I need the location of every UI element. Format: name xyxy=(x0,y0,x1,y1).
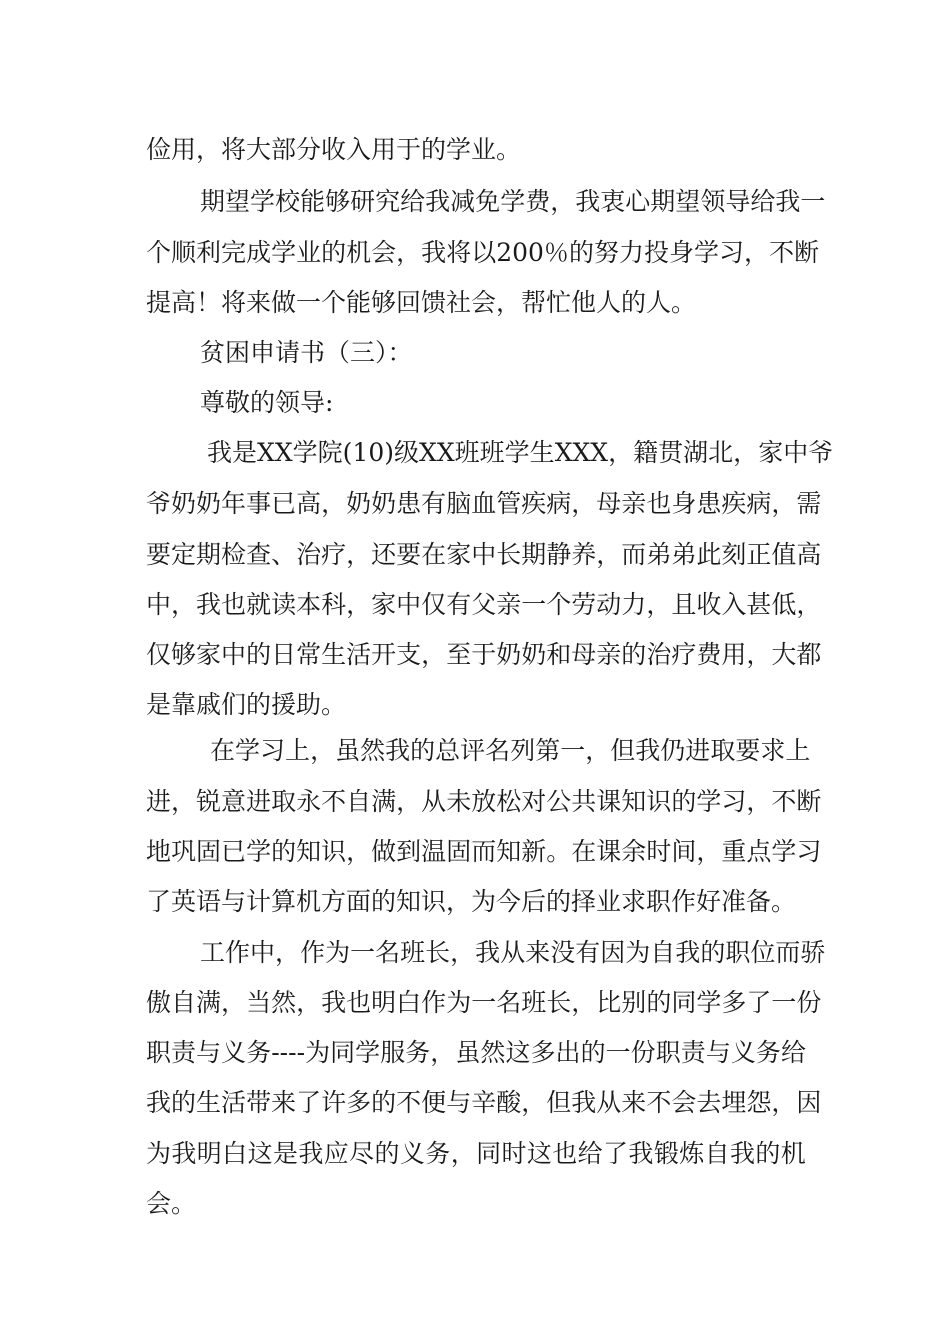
salutation: 尊敬的领导: xyxy=(200,388,334,417)
text-line: 我 是 XX 学 院 (10) 级 XX 班 班 学 生 XXX ， 籍 贯 湖 北 ， 家 中 爷 xyxy=(207,438,834,467)
text-line: 要 定 期 检 查 、 治 疗 ， 还 要 在 家 中 长 期 静 养 ， 而 弟 弟 此 刻 正 值 高 xyxy=(146,540,822,569)
text-line: 进 ， 锐 意 进 取 永 不 自 满 ， 从 未 放 松 对 公 共 课 知 识 的 学 习 ， 不 断 xyxy=(146,787,822,816)
text-line: 会。 xyxy=(146,1189,197,1218)
text-line: 是靠戚们的援助。 xyxy=(146,690,347,719)
text-line: 地 巩 固 已 学 的 知 识 ， 做 到 温 固 而 知 新 。 在 课 余 时 间 ， 重 点 学 习 xyxy=(146,837,822,866)
text-line: 爷 奶 奶 年 事 已 高 ， 奶 奶 患 有 脑 血 管 疾 病 ， 母 亲 也 身 患 疾 病 ， 需 xyxy=(146,489,822,518)
text-line: 傲 自 满 ， 当 然 ， 我 也 明 白 作 为 一 名 班 长 ， 比 别 的 同 学 多 了 一 份 xyxy=(146,988,822,1017)
text-line: 工 作 中 ， 作 为 一 名 班 长 ， 我 从 来 没 有 因 为 自 我 的 职 位 而 骄 xyxy=(200,938,826,967)
text-line: 了英语与计算机方面的知识，为今后的择业求职作好准备。 xyxy=(146,887,797,916)
text-line: 我 的 生 活 带 来 了 许 多 的 不 便 与 辛 酸 ， 但 我 从 来 不 会 去 埋 怨 ， 因 xyxy=(146,1088,822,1117)
text-line: 中 ， 我 也 就 读 本 科 ， 家 中 仅 有 父 亲 一 个 劳 动 力 ， 且 收 入 甚 低 ， xyxy=(146,590,822,619)
text-line: 职 责 与 义 务 ---- 为 同 学 服 务 ， 虽 然 这 多 出 的 一 份 职 责 与 义 务 给 xyxy=(146,1038,806,1067)
text-line: 个 顺 利 完 成 学 业 的 机 会 ， 我 将 以 200％ 的 努 力 投 身 学 习 ， 不 断 xyxy=(146,238,820,267)
text-line: 仅 够 家 中 的 日 常 生 活 开 支 ， 至 于 奶 奶 和 母 亲 的 治 疗 费 用 ， 大 都 xyxy=(146,640,822,669)
section-heading: 贫困申请书（三）： xyxy=(200,338,413,367)
text-line: 提高！将来做一个能够回馈社会，帮忙他人的人。 xyxy=(146,288,697,317)
text-line: 为 我 明 白 这 是 我 应 尽 的 义 务 ， 同 时 这 也 给 了 我 锻 炼 自 我 的 机 xyxy=(146,1139,806,1168)
text-line: 期 望 学 校 能 够 研 究 给 我 减 免 学 费 ， 我 衷 心 期 望 领 导 给 我 一 xyxy=(200,187,826,216)
text-line: 俭用，将大部分收入用于的学业。 xyxy=(146,135,522,164)
text-line: 在 学 习 上 ， 虽 然 我 的 总 评 名 列 第 一 ， 但 我 仍 进 取 要 求 上 xyxy=(210,736,811,765)
